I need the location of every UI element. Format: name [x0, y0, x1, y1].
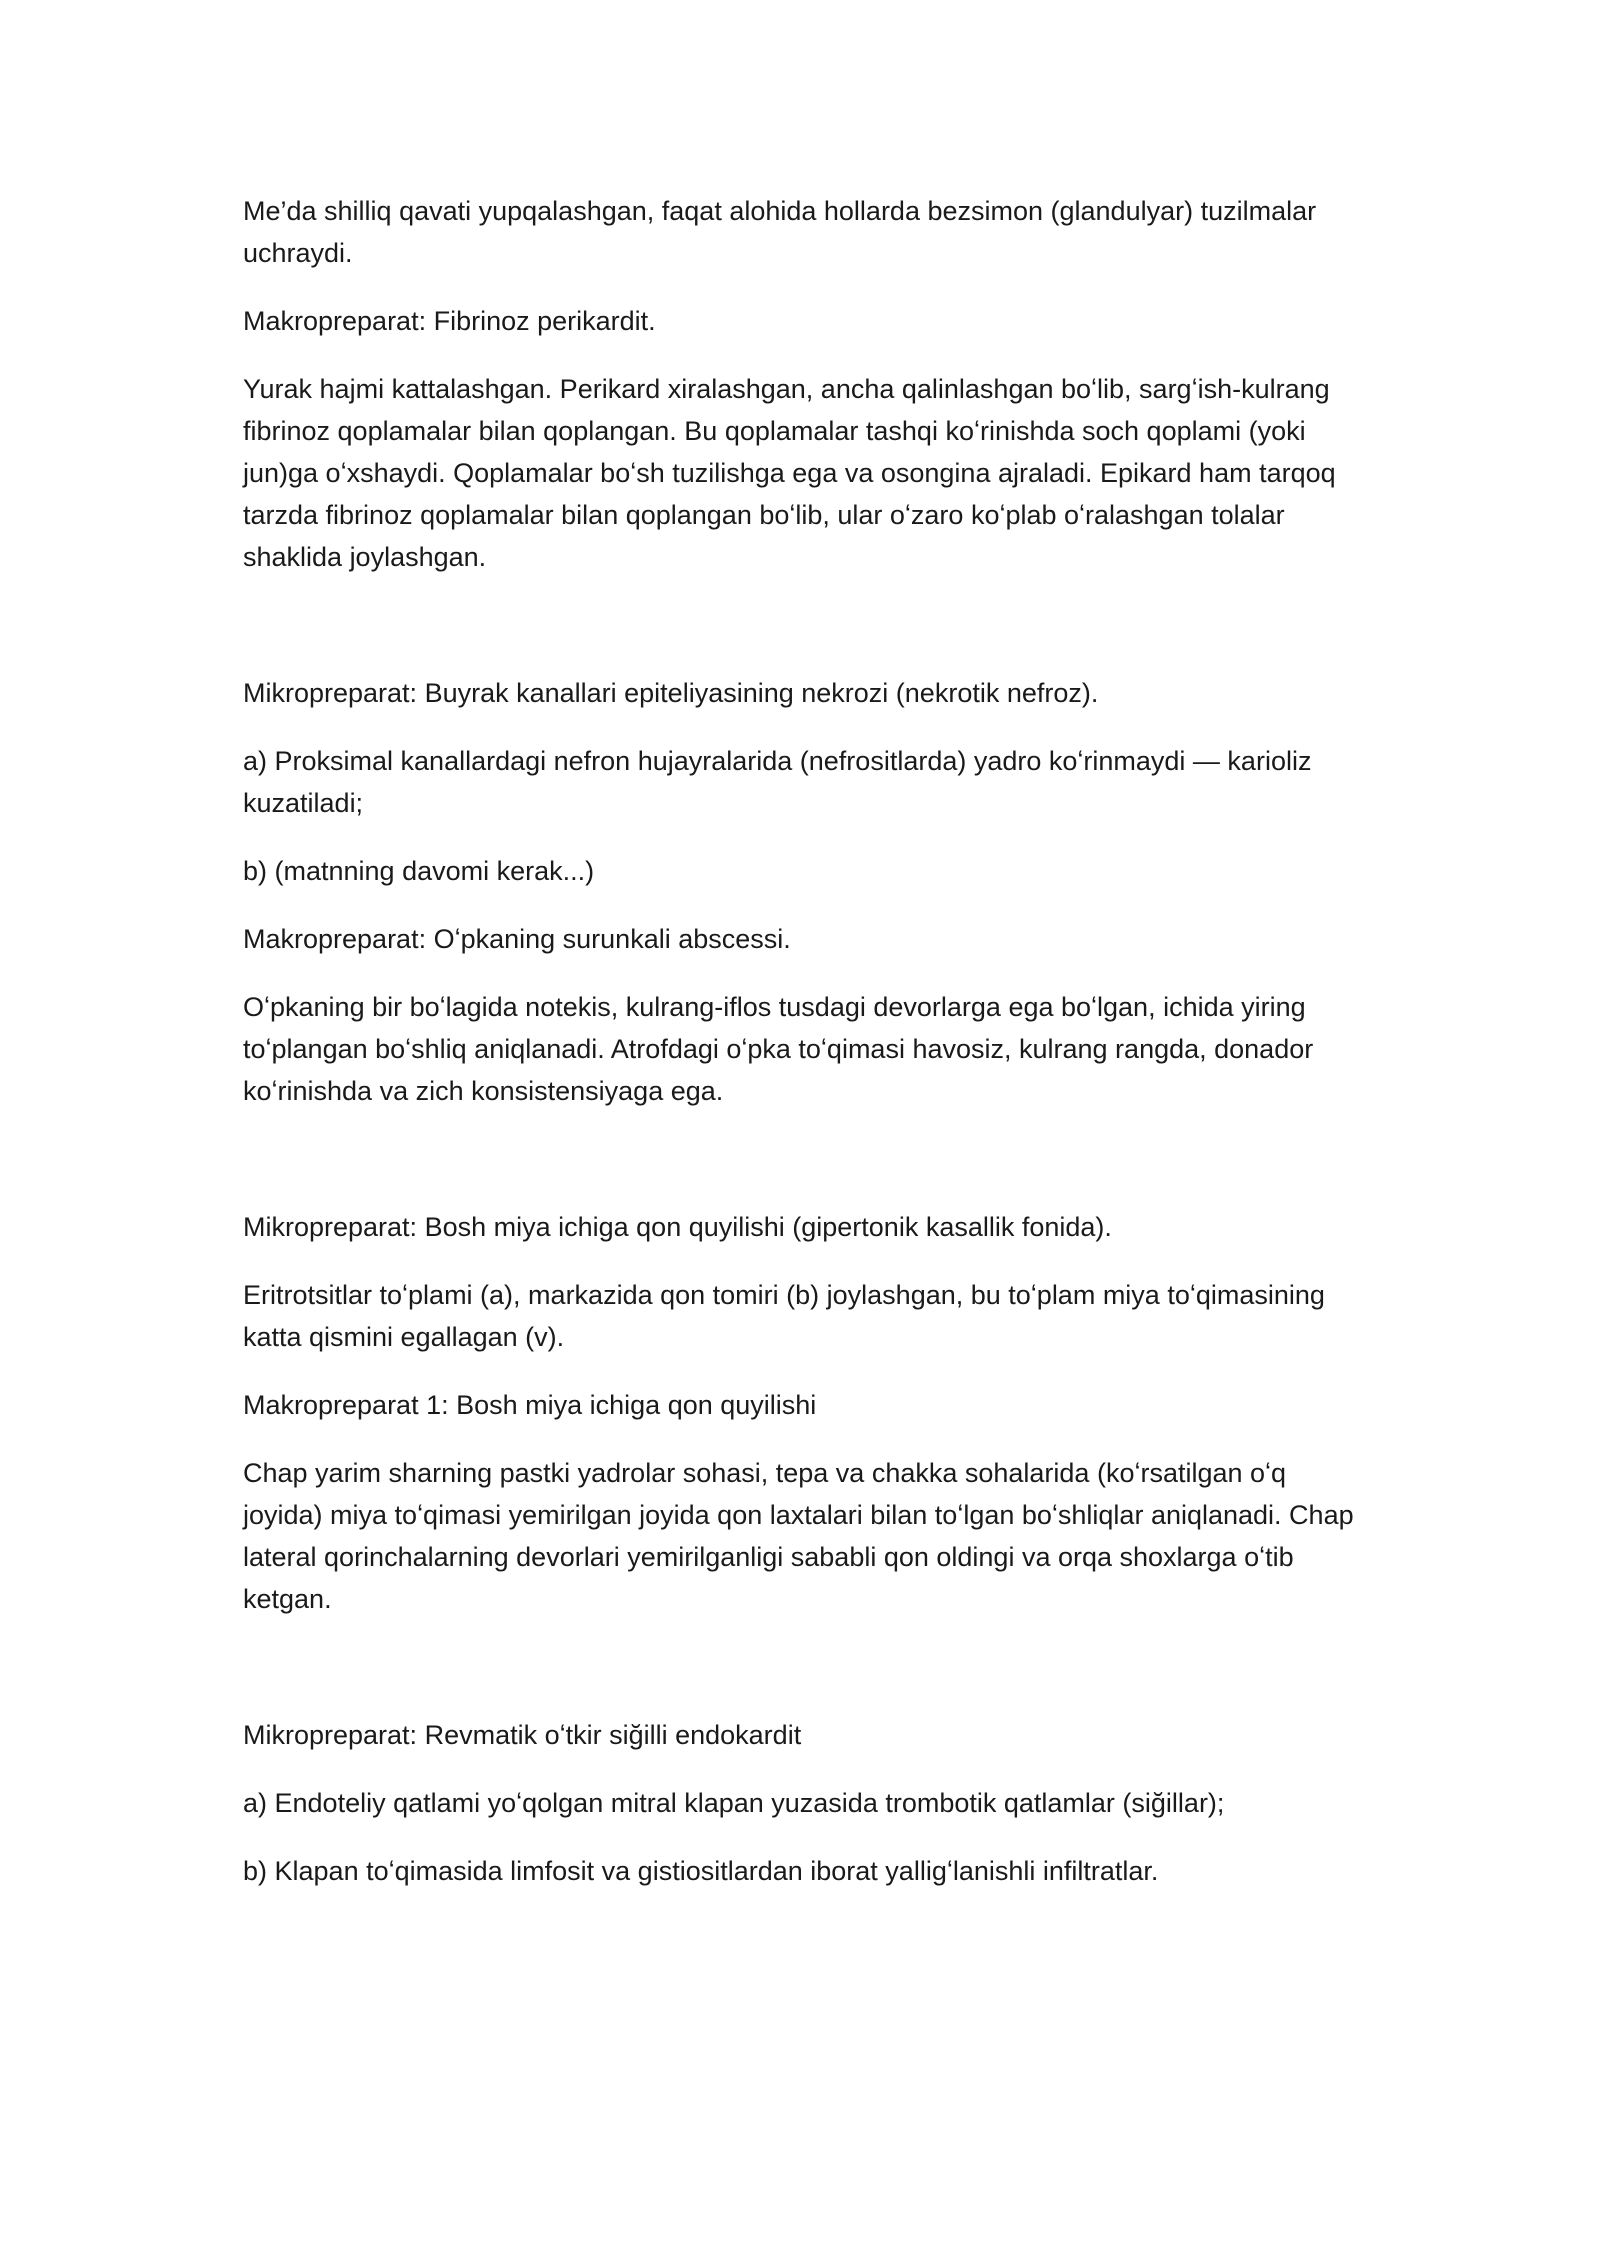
list-item-b: b) Klapan toʻqimasida limfosit va gistiositlardan iborat yalligʻlanishli infiltratlar. — [243, 1856, 1159, 1886]
list-item-a: a) Proksimal kanallardagi nefron hujayralarida (nefrositlarda) yadro koʻrinmaydi — karioliz kuzatiladi; — [243, 746, 1312, 818]
document-body — [243, 190, 1363, 1918]
heading-opka-abscess: Makropreparat: Oʻpkaning surunkali abscessi. — [243, 924, 791, 954]
heading-miya-qon-quyilishi-makro: Makropreparat 1: Bosh miya ichiga qon quyilishi — [243, 1390, 817, 1420]
heading-miya-qon-quyilishi-mikro: Mikropreparat: Bosh miya ichiga qon quyilishi (gipertonik kasallik fonida). — [243, 1212, 1112, 1242]
heading-fibrinoz-perikardit: Makropreparat: Fibrinoz perikardit. — [243, 306, 656, 336]
heading-revmatik-endokardit: Mikropreparat: Revmatik oʻtkir siğilli endokardit — [243, 1720, 802, 1750]
heading-nekrotik-nefroz: Mikropreparat: Buyrak kanallari epiteliyasining nekrozi (nekrotik nefroz). — [243, 678, 1099, 708]
list-item-b: b) (matnning davomi kerak...) — [243, 856, 595, 886]
paragraph-opka-abscess: Oʻpkaning bir boʻlagida notekis, kulrang-iflos tusdagi devorlarga ega boʻlgan, ichida yiring toʻplangan boʻshliq aniqlanadi. Atrofdagi oʻpka toʻqimasi havosiz, kulrang rangda, donador koʻrinishda va zich konsistensiyaga ega. — [243, 992, 1314, 1106]
paragraph-intro: Me’da shilliq qavati yupqalashgan, faqat alohida hollarda bezsimon (glandulyar) tuzilmalar uchraydi. — [243, 196, 1317, 268]
paragraph-fibrinoz-perikardit: Yurak hajmi kattalashgan. Perikard xiralashgan, ancha qalinlashgan boʻlib, sargʻish-kulrang fibrinoz qoplamalar bilan qoplangan. Bu qoplamalar tashqi koʻrinishda soch qoplami (yoki jun)ga oʻxshaydi. Qoplamalar boʻsh tuzilishga ega va osongina ajraladi. Epikard ham tarqoq tarzda fibrinoz qoplamalar bilan qoplangan boʻlib, ular oʻzaro koʻplab oʻralashgan tolalar shaklida joylashgan. — [243, 374, 1336, 572]
paragraph-eritrotsitlar: Eritrotsitlar toʻplami (a), markazida qon tomiri (b) joylashgan, bu toʻplam miya toʻqimasining katta qismini egallagan (v). — [243, 1280, 1325, 1352]
list-item-a: a) Endoteliy qatlami yoʻqolgan mitral klapan yuzasida trombotik qatlamlar (siğillar); — [243, 1788, 1225, 1818]
paragraph-miya-qon-quyilishi: Chap yarim sharning pastki yadrolar sohasi, tepa va chakka sohalarida (koʻrsatilgan oʻq joyida) miya toʻqimasi yemirilgan joyida qon laxtalari bilan toʻlgan boʻshliqlar aniqlanadi. Chap lateral qorinchalarning devorlari yemirilganligi sababli qon oldingi va orqa shoxlarga oʻtib ketgan. — [243, 1458, 1354, 1614]
